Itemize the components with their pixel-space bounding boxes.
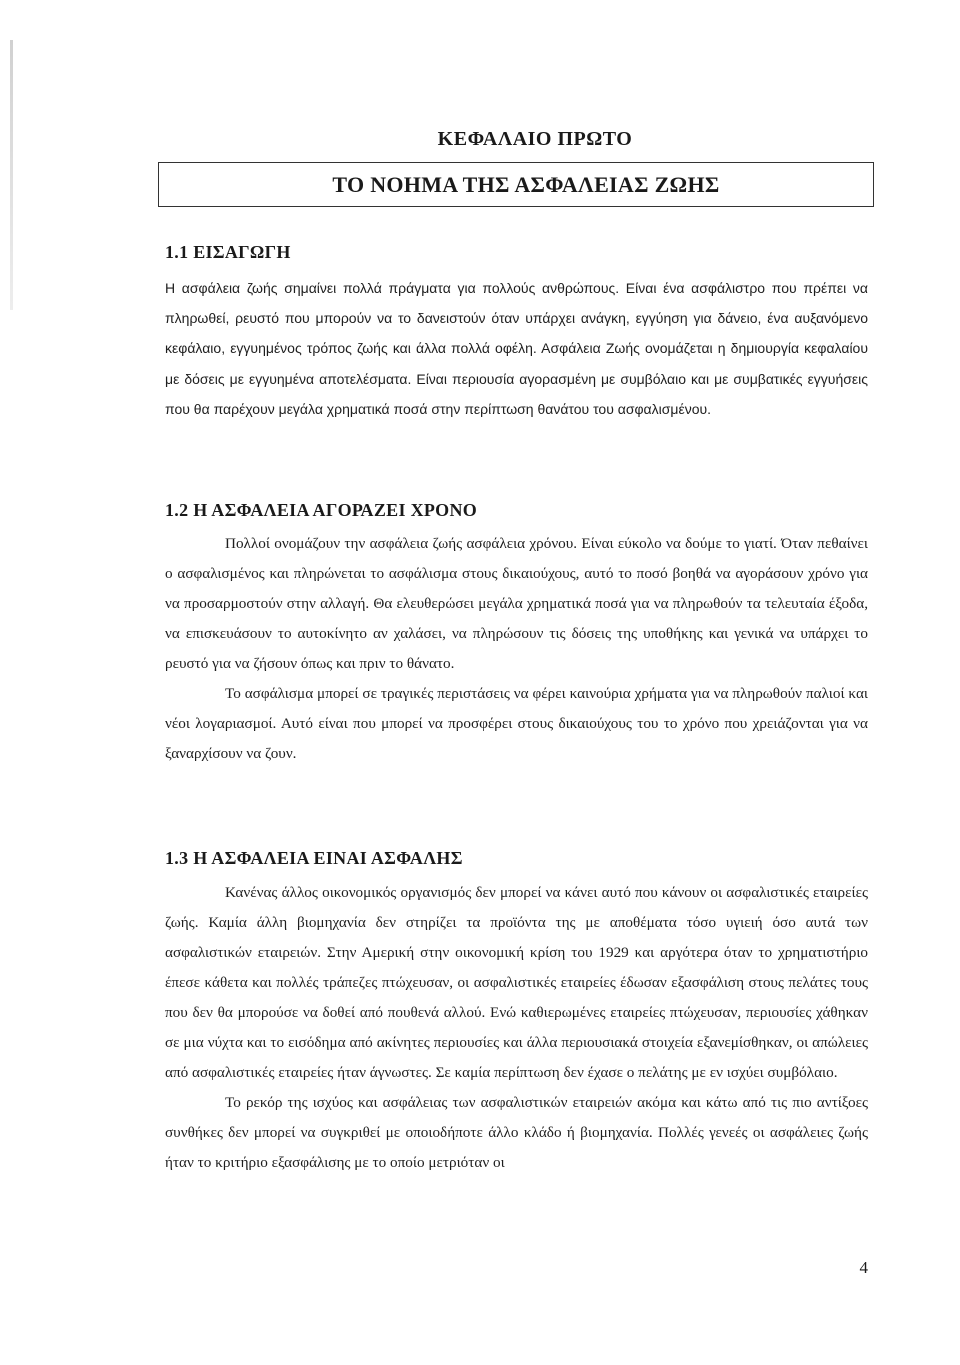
paragraph: Η ασφάλεια ζωής σημαίνει πολλά πράγματα για πολλούς ανθρώπους. Είναι ένα ασφάλιστρο που πρέπει να πληρωθεί, ρευστό που μπορούν να το δανειστούν όταν υπάρχει ανάγκη, εγγύηση για δάνειο, ένα αυξανόμενο κεφάλαιο, εγγυημένος τρόπος ζωής και άλλα πολλά οφέλη. Ασφάλεια Ζωής ονομάζεται η δημιουργία κεφαλαίου με δόσεις με εγγυημένα αποτελέσματα. Είναι περιουσία αγορασμένη με συμβόλαιο και με συμβατικές εγγυήσεις που θα παρέχουν μεγάλα χρηματικά ποσά στην περίπτωση θανάτου του ασφαλισμένου.	[165, 280, 868, 417]
section-body-1-3	[165, 878, 868, 1178]
paragraph: Το ρεκόρ της ισχύος και ασφάλειας των ασφαλιστικών εταιρειών ακόμα και κάτω από τις πιο αντίξοες συνθήκες δεν μπορεί να συγκριθεί με οποιοδήποτε άλλο κλάδο ή βιομηχανία. Πολλές γενεές οι ασφάλειες ζωής ήταν το κριτήριο εξασφάλισης με το οποίο μετριόταν οι	[165, 1094, 868, 1171]
paragraph: Το ασφάλισμα μπορεί σε τραγικές περιστάσεις να φέρει καινούρια χρήματα για να πληρωθούν παλιοί και νέοι λογαριασμοί. Αυτό είναι που μπορεί να προσφέρει στους δικαιούχους του το χρόνο που χρειάζονται για να ξαναρχίσουν να ζουν.	[165, 685, 868, 762]
paragraph: Κανένας άλλος οικονομικός οργανισμός δεν μπορεί να κάνει αυτό που κάνουν οι ασφαλιστικές εταιρείες ζωής. Καμία άλλη βιομηχανία δεν στηρίζει τα προϊόντα της με αποθέματα τόσο υγιειή όσο αυτά των ασφαλιστικών εταιρειών. Στην Αμερική στην οικονομική κρίση του 1929 και αργότερα όταν το χρηματιστήριο έπεσε κάθετα και πολλές τράπεζες πτώχευσαν, οι ασφαλιστικές εταιρείες έδωσαν εξασφάλιση στους πελάτες τους που δεν θα μπορούσε να δοθεί από πουθενά αλλού. Ενώ καθιερωμένες εταιρείες πτώχευσαν, περιουσίες χάθηκαν σε μια νύχτα και το εισόδημα από ακίνητες περιουσίες και άλλα περιουσιακά στοιχεία εξανεμίσθηκαν, οι απώλειες από ασφαλιστικές εταιρείες ήταν άγνωστες. Σε καμία περίπτωση δεν έχασε ο πελάτης με εν ισχύει συμβόλαιο.	[165, 884, 868, 1081]
paragraph: Πολλοί ονομάζουν την ασφάλεια ζωής ασφάλεια χρόνου. Είναι εύκολο να δούμε το γιατί. Όταν πεθαίνει ο ασφαλισμένος και πληρώνεται το ασφάλισμα στους δικαιούχους, αυτό το ποσό βοηθά να αγοράσουν χρόνο για να προσαρμοστούν στην αλλαγή. Θα ελευθερώσει μεγάλα χρηματικά ποσά για να πληρωθούν τα τελευταία έξοδα, να επισκευάσουν το αυτοκίνητο αν χαλάσει, να πληρώσουν τις δόσεις της υποθήκης και γενικά να υπάρχει το ρευστό για να ζήσουν όπως και πριν το θάνατο.	[165, 535, 868, 672]
section-heading-1-1: 1.1 ΕΙΣΑΓΩΓΗ	[165, 242, 291, 262]
section-heading-1-3: 1.3 Η ΑΣΦΑΛΕΙΑ ΕΙΝΑΙ ΑΣΦΑΛΗΣ	[165, 848, 463, 868]
section-body-1-2	[165, 529, 868, 769]
scan-shadow	[10, 40, 13, 310]
section-body-1-1	[165, 273, 868, 424]
chapter-title-box	[158, 162, 874, 207]
section-heading-1-2: 1.2 Η ΑΣΦΑΛΕΙΑ ΑΓΟΡΑΖΕΙ ΧΡΟΝΟ	[165, 500, 478, 520]
chapter-title: ΤΟ ΝΟΗΜΑ ΤΗΣ ΑΣΦΑΛΕΙΑΣ ΖΩΗΣ	[332, 171, 720, 197]
chapter-label: ΚΕΦΑΛΑΙΟ ΠΡΩΤΟ	[437, 128, 633, 150]
page-number: 4	[859, 1258, 868, 1277]
